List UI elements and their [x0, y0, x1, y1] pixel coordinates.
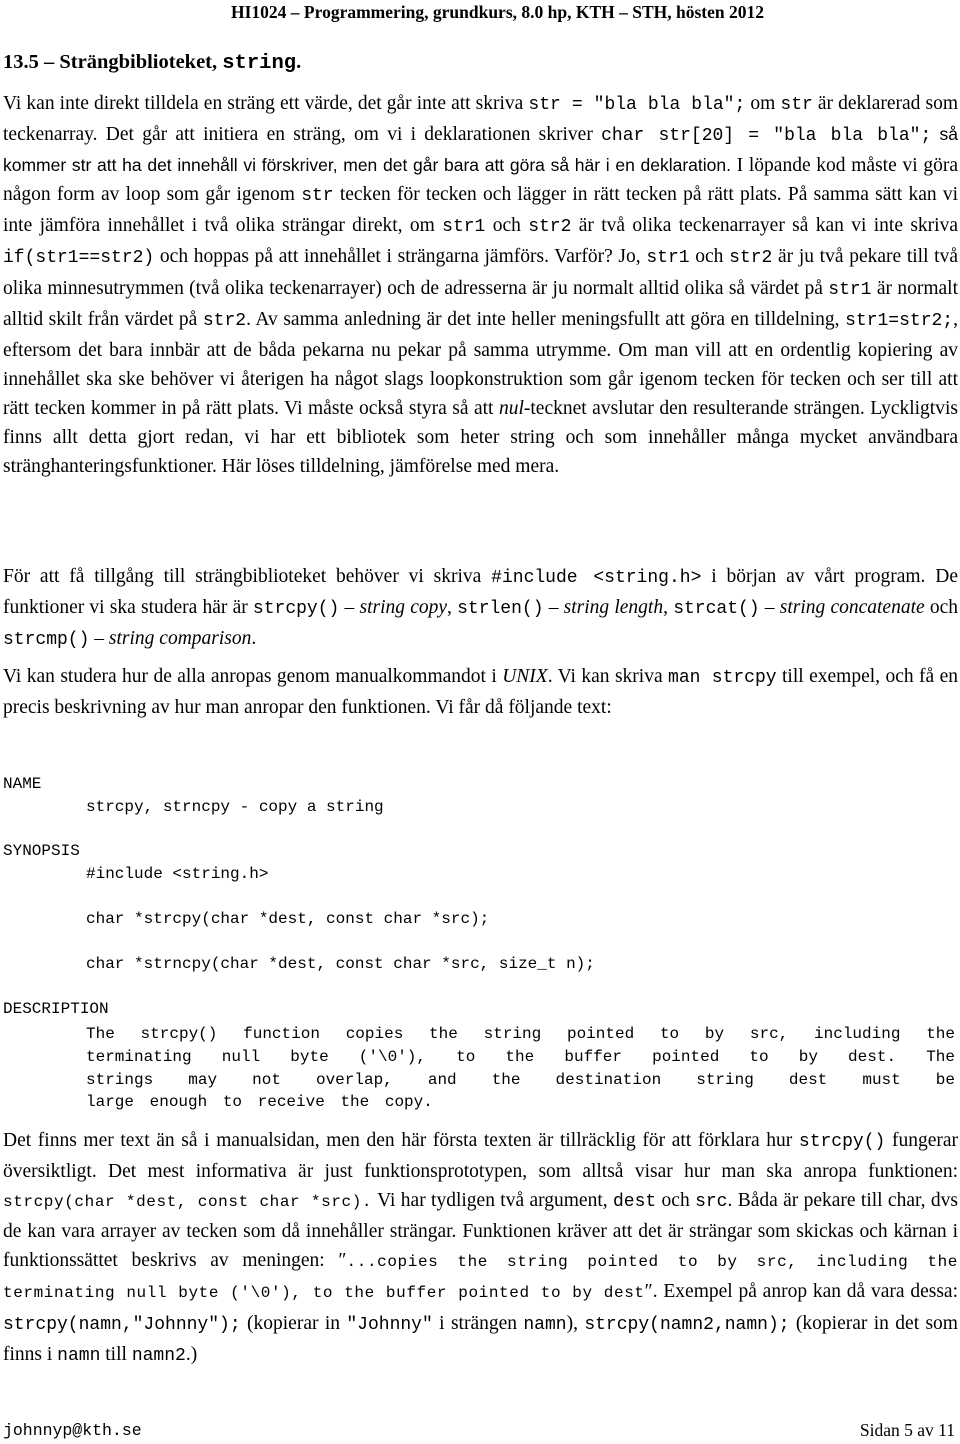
text: så kommer str att ha det innehåll vi förskriver, men det går bara att göra så här i en deklaration.: [3, 124, 958, 176]
text: Det finns mer text än så i manualsidan, men den här första texten är tillräcklig för att förklara hur: [3, 1130, 799, 1151]
code: ″Johnny″: [346, 1314, 433, 1335]
text: och: [656, 1190, 696, 1212]
text: Vi kan inte direkt tilldela en sträng ett värde, det går inte att skriva: [3, 93, 529, 114]
man-name-line: strcpy, strncpy - copy a string: [86, 798, 384, 816]
text: Vi kan studera hur de alla anropas genom manualkommandot i: [3, 666, 503, 687]
text: tecken för tecken och lägger in rätt tecken på rätt plats. På samma sätt kan vi inte jämföra innehållet i två olika strängar direkt, om: [3, 184, 958, 237]
text: string length: [563, 597, 664, 619]
text: och: [485, 215, 529, 237]
code: str1: [828, 279, 872, 300]
code: str1: [442, 217, 486, 238]
code: strcpy(): [252, 599, 340, 620]
code: if(str1==str2): [3, 248, 155, 269]
man-description-line: strings may not overlap, and the destination string dest must be: [86, 1070, 955, 1089]
code: str2: [729, 248, 773, 269]
section-title: [3, 51, 301, 75]
code: strcpy(namn,″Johnny″);: [3, 1314, 241, 1335]
text: ″. Exempel på anrop kan då vara dessa:: [644, 1281, 958, 1303]
text: är normalt alltid skilt från värdet på: [3, 277, 958, 330]
text: . Av samma anledning är det inte heller meningsfullt att göra en tilldelning,: [246, 308, 846, 330]
text: För att få tillgång till strängbiblioteket behöver vi skriva: [3, 566, 492, 587]
code: str = ″bla bla bla″;: [528, 95, 746, 115]
text: Vi har tydligen två argument,: [372, 1190, 613, 1212]
code: ...copies the string pointed to by src, including the terminating null byte ('\0'), to the buffer pointed to by dest: [3, 1253, 959, 1303]
man-synopsis-include: #include <string.h>: [86, 865, 269, 883]
text: . Båda är pekare till char, dvs de kan vara arrayer av tecken som då innehåller strängar. Funktionen kräver att det är strängar som skickas och kärnan i funktionssättet beskrivs av meningen: ″: [3, 1190, 958, 1272]
code: namn: [523, 1314, 567, 1335]
text: fungerar översiktligt. Det mest informativa är just funktionsprototypen, som alltså visar hur man ska anropa funktionen:: [3, 1130, 958, 1183]
text: .): [185, 1343, 198, 1365]
text: och hoppas på att innehållet i strängarna jämförs. Varför? Jo,: [154, 246, 647, 268]
text: –: [339, 597, 360, 619]
text: UNIX: [502, 666, 548, 687]
code: str2: [528, 217, 572, 238]
text: , eftersom det bara innbär att de båda pekarna nu pekar på samma utrymme. Om man vill att en ordentlig kopiering av innehållet ska ske behöver vi återigen ha något slags loopkonstruktion som går igenom tecken för tecken och ser till att rätt tecken kommer in på rätt plats. Vi måste också styra så att: [3, 308, 958, 419]
text: string comparison: [108, 628, 252, 650]
man-description-line: terminating null byte ('\0'), to the buffer pointed to by dest. The: [86, 1047, 955, 1066]
text: och: [689, 246, 730, 268]
footer-page-number: Sidan 5 av 11: [859, 1420, 955, 1440]
code: man strcpy: [668, 668, 777, 688]
text: i strängen: [432, 1312, 524, 1334]
text: till: [100, 1343, 132, 1365]
code: namn: [57, 1345, 101, 1366]
section-end: .: [296, 51, 302, 73]
text: ,: [447, 597, 458, 619]
code: dest: [612, 1192, 657, 1213]
manual-paragraph: [3, 662, 958, 722]
text: till exempel, och få en precis beskrivning av hur man anropar den funktionen. Vi får då följande text:: [3, 666, 958, 719]
section-number: 13.5 – Strängbiblioteket,: [3, 51, 223, 73]
man-synopsis-proto1: char *strcpy(char *dest, const char *src);: [86, 910, 490, 928]
code: strcpy(namn2,namn);: [584, 1314, 790, 1335]
code: strcpy(): [798, 1132, 886, 1152]
text: .: [251, 628, 257, 650]
code: strlen(): [457, 599, 544, 620]
text: är deklarerad som teckenarray. Det går att initiera en sträng, om vi i deklarationen skriver: [3, 93, 958, 146]
code: src: [695, 1192, 728, 1213]
man-description-line: large enough to receive the copy.: [86, 1093, 433, 1112]
text: –: [759, 597, 780, 619]
include-paragraph: [3, 562, 958, 655]
text: -tecknet avslutar den resulterande strängen. Lyckligtvis finns allt detta gjort redan, vi har ett bibliotek som heter string och som innehåller många mycket användbara stränghanteringsfunktioner. Här löses tilldelning, jämförelse med mera.: [3, 397, 958, 478]
section-code: string: [222, 52, 297, 75]
code: strcat(): [673, 599, 760, 620]
text: (kopierar in: [240, 1312, 347, 1334]
text: . Vi kan skriva: [547, 666, 669, 687]
text: nul: [498, 397, 524, 419]
code: strcpy(char *dest, const char *src).: [3, 1193, 373, 1212]
text: (kopierar in det som finns i: [3, 1312, 958, 1365]
text: string concatenate: [779, 597, 925, 619]
code: str: [780, 95, 813, 115]
text: –: [89, 628, 109, 650]
code: str1: [646, 248, 690, 269]
text: –: [543, 597, 564, 619]
page-header: HI1024 – Programmering, grundkurs, 8.0 hp, KTH – STH, hösten 2012: [231, 2, 764, 22]
man-description-line: The strcpy() function copies the string pointed to by src, including the: [86, 1025, 955, 1043]
text: I löpande kod måste vi göra någon form av loop som går igenom: [3, 155, 958, 206]
text: är ju två pekare till två olika minnesutrymmen (två olika teckenarrayer) och de adresserna är ju normalt alltid olika så värdet på: [3, 246, 959, 299]
text: och: [924, 597, 959, 619]
text: ,: [663, 597, 674, 619]
text: om: [745, 93, 781, 114]
code: str2: [202, 310, 247, 331]
text: ),: [566, 1312, 585, 1334]
code: namn2: [131, 1345, 186, 1366]
man-synopsis-proto2: char *strncpy(char *dest, const char *src, size_t n);: [86, 955, 595, 973]
footer-email: johnnyp@kth.se: [3, 1421, 142, 1440]
man-name-heading: NAME: [3, 775, 42, 793]
code: str1=str2;: [845, 310, 954, 331]
code: #include <string.h>: [491, 568, 702, 588]
explanation-paragraph: [3, 1126, 958, 1371]
man-description-heading: DESCRIPTION: [3, 1000, 109, 1018]
man-description: [86, 1023, 955, 1114]
text: i början av vårt program. De funktioner vi ska studera här är: [3, 566, 959, 619]
intro-paragraph: [3, 89, 958, 481]
text: är två olika teckenarrayer så kan vi inte skriva: [571, 215, 958, 237]
code: strcmp(): [3, 630, 90, 651]
code: str: [301, 186, 334, 207]
text: string copy: [359, 597, 448, 619]
man-synopsis-heading: SYNOPSIS: [3, 842, 80, 860]
code: char str[20] = ″bla bla bla″;: [601, 126, 932, 147]
